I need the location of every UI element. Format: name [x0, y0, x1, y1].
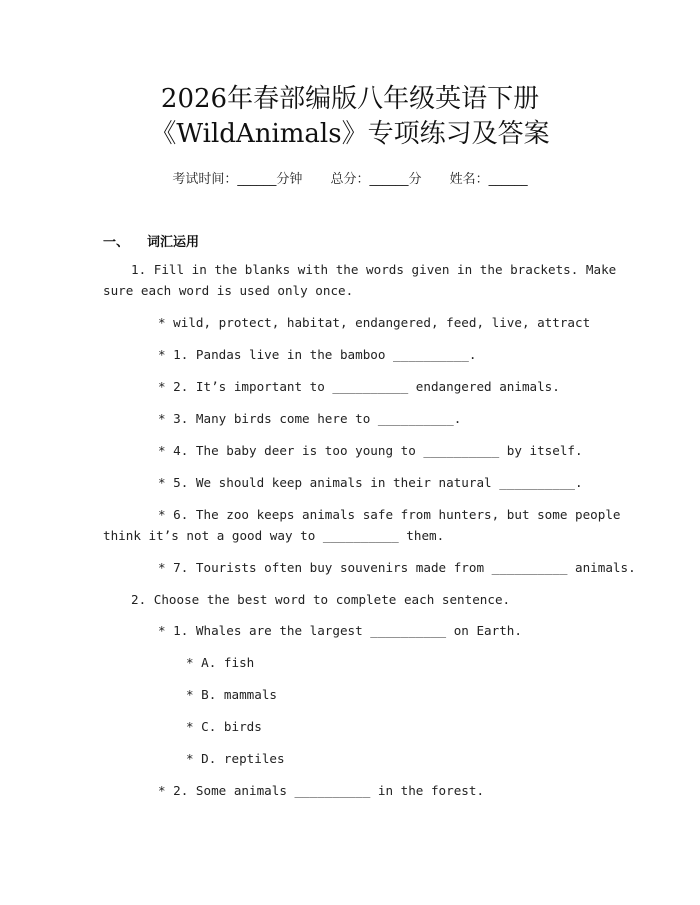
q2-option: * D. reptiles — [186, 751, 285, 766]
q1-item-continuation: think it’s not a good way to __________ them. — [103, 528, 445, 543]
section-heading — [103, 231, 199, 250]
total-score-field: 总分：______分 — [330, 172, 422, 187]
q2-option: * A. fish — [186, 655, 255, 670]
q2-option: * C. birds — [186, 719, 262, 734]
q1-item: * 5. We should keep animals in their natural __________. — [158, 475, 583, 490]
exam-meta — [0, 168, 700, 187]
q1-item: * 4. The baby deer is too young to __________ by itself. — [158, 443, 583, 458]
q1-item: * 1. Pandas live in the bamboo __________. — [158, 347, 477, 362]
q2-item: * 2. Some animals __________ in the forest. — [158, 783, 485, 798]
exam-time-field: 考试时间：______分钟 — [172, 172, 303, 187]
q1-item: * 7. Tourists often buy souvenirs made from __________ animals. — [158, 560, 636, 575]
q1-word-bank: * wild, protect, habitat, endangered, feed, live, attract — [158, 315, 591, 330]
q2-item: * 1. Whales are the largest __________ on Earth. — [158, 623, 522, 638]
q2-prompt: 2. Choose the best word to complete each sentence. — [131, 592, 511, 607]
q1-prompt-line1: 1. Fill in the blanks with the words given in the brackets. Make — [131, 262, 617, 277]
q1-prompt-line2: sure each word is used only once. — [103, 283, 354, 298]
q2-option: * B. mammals — [186, 687, 277, 702]
q1-item: * 6. The zoo keeps animals safe from hunters, but some people — [158, 507, 621, 522]
section-title: 词汇运用 — [147, 235, 200, 250]
page-title-line1: 2026年春部编版八年级英语下册 — [160, 84, 540, 114]
page-title-line2: 《WildAnimals》专项练习及答案 — [150, 119, 550, 149]
section-number: 一、 — [103, 235, 130, 250]
student-name-field: 姓名：______ — [449, 172, 528, 187]
q1-item: * 3. Many birds come here to __________. — [158, 411, 462, 426]
q1-item: * 2. It’s important to __________ endangered animals. — [158, 379, 560, 394]
